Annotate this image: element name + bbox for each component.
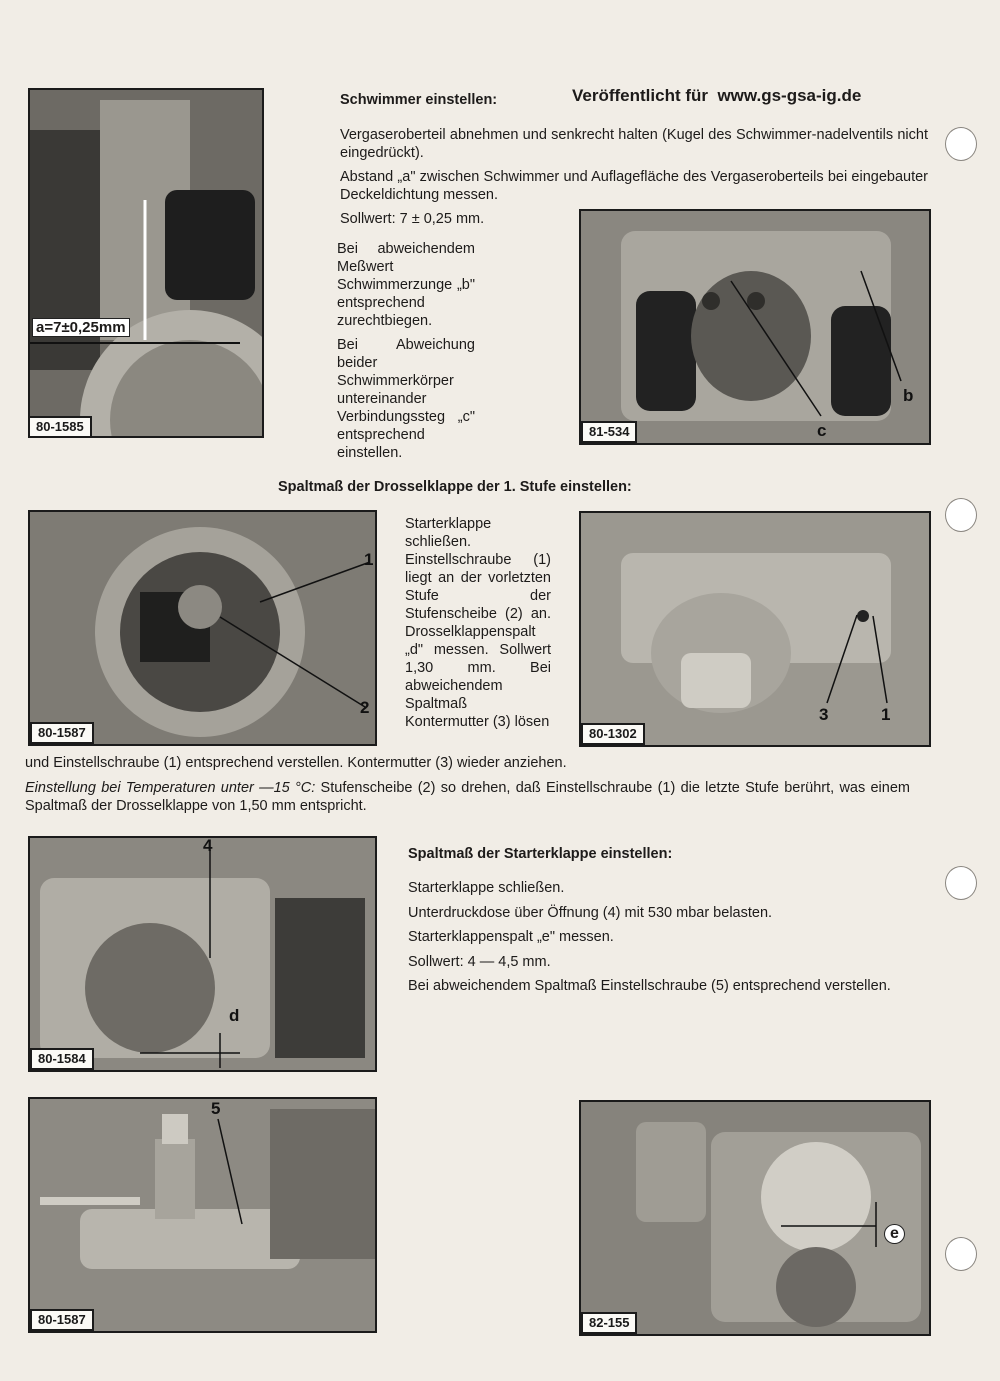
section1-p4: Bei abweichendem Meßwert Schwimmerzunge „b" entsprechend zurechtbiegen. bbox=[337, 241, 475, 329]
punch-hole-3 bbox=[945, 866, 977, 900]
section2-low-temp-note bbox=[25, 779, 910, 815]
stepped-disc-photo bbox=[30, 512, 375, 744]
callout-d: d bbox=[229, 1006, 240, 1025]
adjust-screw-photo bbox=[581, 513, 929, 745]
figure-throttle-gap bbox=[28, 836, 377, 1072]
figure-stepped-disc bbox=[28, 510, 377, 746]
section1-p5: Bei Abweichung beider Schwimmerkörper untereinander Verbindungssteg „c" entsprechend einstellen. bbox=[337, 337, 475, 461]
low-temp-label: Einstellung bei Temperaturen unter —15 °C: bbox=[25, 780, 316, 796]
section1-p2: Abstand „a" zwischen Schwimmer und Auflagefläche des Vergaseroberteils bei eingebauter Deckeldichtung messen. bbox=[340, 169, 928, 203]
throttle-gap-photo bbox=[30, 838, 375, 1070]
section2-heading: Spaltmaß der Drosselklappe der 1. Stufe einstellen: bbox=[278, 479, 632, 495]
punch-hole-2 bbox=[945, 498, 977, 532]
section2-continuation: und Einstellschraube (1) entsprechend verstellen. Kontermutter (3) wieder anziehen. bbox=[25, 755, 567, 771]
figure-float-measurement bbox=[28, 88, 264, 438]
figure-label-80-1587: 80-1587 bbox=[30, 722, 94, 744]
section1-p1: Vergaseroberteil abnehmen und senkrecht halten (Kugel des Schwimmer-nadelventils nicht eingedrückt). bbox=[340, 127, 928, 161]
punch-hole-1 bbox=[945, 127, 977, 161]
figure-label-80-1587-bottom: 80-1587 bbox=[30, 1309, 94, 1331]
publisher-note: Veröffentlicht für www.gs-gsa-ig.de bbox=[572, 86, 862, 105]
carburetor-float-photo bbox=[30, 90, 262, 436]
section1-heading: Schwimmer einstellen: bbox=[340, 92, 498, 108]
section2-column-text: Starterklappe schließen. Einstellschraube (1) liegt an der vorletzten Stufe der Stufenscheibe (2) an. Drosselklappenspalt „d" messen. Sollwert 1,30 mm. Bei abweichendem Spaltmaß Kontermutter (3) lösen bbox=[405, 516, 551, 730]
callout-1: 1 bbox=[364, 550, 374, 569]
figure-float-top-view bbox=[579, 209, 931, 445]
callout-2: 2 bbox=[360, 698, 370, 717]
figure-choke-gap bbox=[579, 1100, 931, 1336]
section3-line-3: Starterklappenspalt „e" messen. bbox=[408, 929, 614, 945]
figure-label-81-534: 81-534 bbox=[581, 421, 637, 443]
carburetor-top-photo bbox=[581, 211, 929, 443]
callout-3: 3 bbox=[819, 705, 829, 724]
figure-label-80-1584: 80-1584 bbox=[30, 1048, 94, 1070]
punch-hole-4 bbox=[945, 1237, 977, 1271]
callout-4: 4 bbox=[203, 836, 213, 855]
callout-b: b bbox=[903, 386, 914, 405]
section3-heading: Spaltmaß der Starterklappe einstellen: bbox=[408, 846, 673, 862]
callout-5: 5 bbox=[211, 1099, 221, 1118]
measure-a-label: a=7±0,25mm bbox=[32, 318, 130, 337]
figure-adjust-screw bbox=[579, 511, 931, 747]
figure-label-82-155: 82-155 bbox=[581, 1312, 637, 1334]
callout-c: c bbox=[817, 421, 827, 440]
vacuum-unit-photo bbox=[30, 1099, 375, 1331]
choke-gap-photo bbox=[581, 1102, 929, 1334]
section3-line-5: Bei abweichendem Spaltmaß Einstellschraube (5) entsprechend verstellen. bbox=[408, 978, 891, 994]
low-temp-text: Stufenscheibe (2) so drehen, daß Einstellschraube (1) die letzte Stufe berührt, was einem Spaltmaß der Drosselklappe von 1,50 mm entspricht. bbox=[25, 780, 910, 814]
section3-line-1: Starterklappe schließen. bbox=[408, 880, 565, 896]
section1-setpoint: Sollwert: 7 ± 0,25 mm. bbox=[340, 211, 485, 227]
section3-line-2: Unterdruckdose über Öffnung (4) mit 530 mbar belasten. bbox=[408, 905, 773, 921]
figure-vacuum-unit bbox=[28, 1097, 377, 1333]
callout-e: e bbox=[884, 1224, 905, 1244]
callout-1-right: 1 bbox=[881, 705, 891, 724]
figure-label-80-1585: 80-1585 bbox=[28, 416, 92, 438]
section3-line-4: Sollwert: 4 — 4,5 mm. bbox=[408, 954, 551, 970]
figure-label-80-1302: 80-1302 bbox=[581, 723, 645, 745]
